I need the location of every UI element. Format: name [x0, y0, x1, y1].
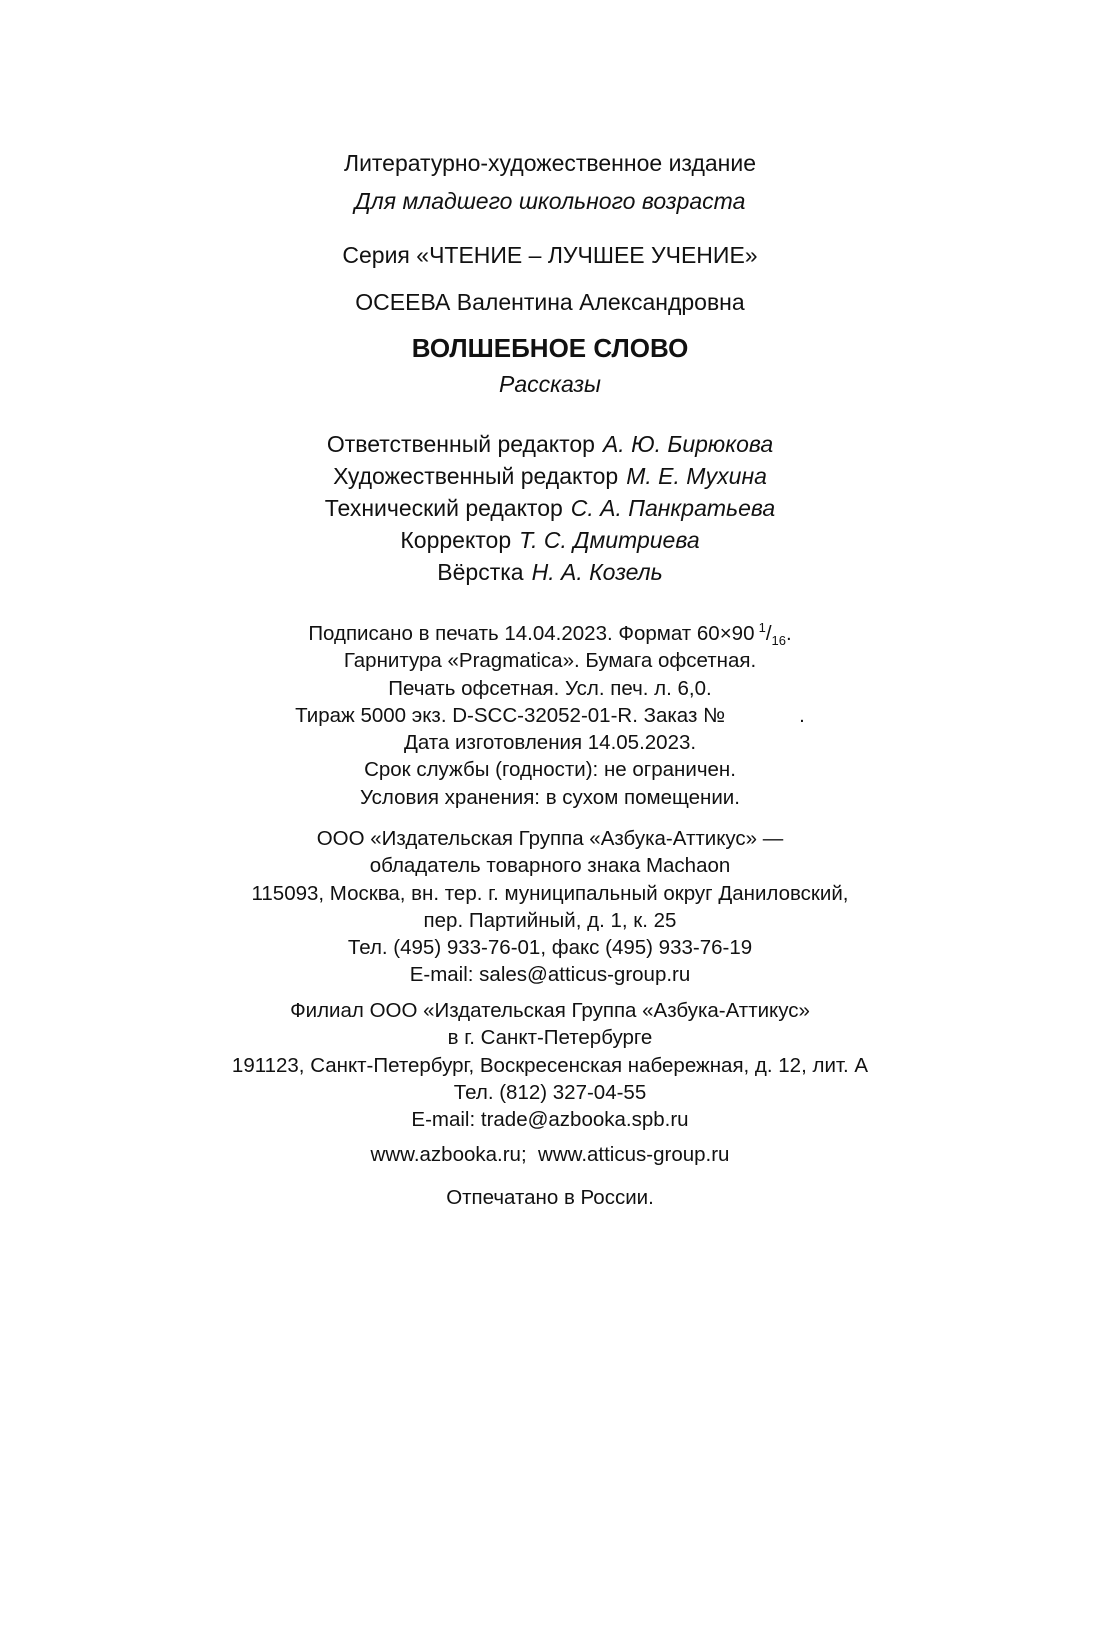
credit-person: Н. А. Козель	[531, 559, 663, 585]
signed-prefix: Подписано в печать 14.04.2023. Формат 60×90	[308, 622, 755, 645]
branch-line: в г. Санкт-Петербурге	[447, 1026, 653, 1050]
credit-line	[0, 492, 1100, 524]
publisher-email: E-mail: sales@atticus-group.ru	[409, 963, 691, 987]
branch-line: Филиал ООО «Издательская Группа «Азбука-Аттикус»	[290, 999, 810, 1022]
format-end: .	[785, 622, 792, 645]
credit-role: Художественный редактор	[333, 463, 619, 489]
book-title: ВОЛШЕБНОЕ СЛОВО	[411, 333, 689, 363]
credit-role: Технический редактор	[324, 495, 563, 521]
credits-list	[0, 428, 1100, 588]
publisher-line: пер. Партийный, д. 1, к. 25	[423, 908, 677, 932]
credit-role: Корректор	[400, 527, 512, 553]
credit-person: А. Ю. Бирюкова	[602, 431, 774, 457]
publisher-line: обладатель товарного знака Machaon	[369, 854, 731, 878]
branch-email: E-mail: trade@azbooka.spb.ru	[411, 1108, 689, 1132]
websites: www.azbooka.ru; www.atticus-group.ru	[370, 1143, 730, 1166]
age-group: Для младшего школьного возраста	[354, 188, 746, 214]
credit-line	[0, 460, 1100, 492]
publisher-line: 115093, Москва, вн. тер. г. муниципальный округ Даниловский,	[251, 881, 849, 905]
format-fraction: $^1/_{16}$	[758, 620, 786, 649]
print-info-line: Гарнитура «Pragmatica». Бумага офсетная.	[343, 649, 757, 673]
print-info-line: Печать офсетная. Усл. печ. л. 6,0.	[388, 676, 712, 700]
author-name: ОСЕЕВА Валентина Александровна	[355, 289, 745, 315]
print-info-line: Дата изготовления 14.05.2023.	[403, 731, 697, 755]
edition-header	[0, 144, 1100, 220]
credit-line	[0, 428, 1100, 460]
print-info-line: Условия хранения: в сухом помещении.	[360, 785, 740, 809]
book-genre: Рассказы	[499, 371, 601, 397]
publisher-info	[0, 825, 1100, 989]
credit-line	[0, 524, 1100, 556]
credit-person: С. А. Панкратьева	[570, 495, 776, 521]
credit-person: Т. С. Дмитриева	[519, 527, 700, 553]
publisher-line: ООО «Издательская Группа «Азбука-Аттикус» —	[316, 827, 784, 850]
signed-format-line	[0, 620, 1100, 647]
series-name: Серия «ЧТЕНИЕ – ЛУЧШЕЕ УЧЕНИЕ»	[342, 242, 758, 268]
credit-role: Вёрстка	[437, 559, 524, 585]
series-block	[0, 236, 1100, 274]
author-block	[0, 283, 1100, 321]
print-info-line: Тираж 5000 экз. D-SCC-32052-01-R. Заказ № .	[295, 703, 805, 727]
websites-block	[0, 1141, 1100, 1168]
branch-info	[0, 997, 1100, 1133]
edition-type: Литературно-художественное издание	[343, 150, 757, 176]
print-info	[0, 620, 1100, 811]
print-info-line: Срок службы (годности): не ограничен.	[364, 758, 736, 782]
credit-person: М. Е. Мухина	[626, 463, 767, 489]
branch-line: Тел. (812) 327-04-55	[453, 1080, 647, 1104]
credit-role: Ответственный редактор	[326, 431, 595, 457]
format-denominator: 16	[771, 633, 786, 649]
printed-in: Отпечатано в России.	[446, 1186, 654, 1209]
credit-line	[0, 556, 1100, 588]
printed-in-block	[0, 1184, 1100, 1211]
publisher-line: Тел. (495) 933-76-01, факс (495) 933-76-19	[347, 936, 753, 960]
format-numerator: 1	[758, 620, 766, 636]
branch-line: 191123, Санкт-Петербург, Воскресенская набережная, д. 12, лит. А	[231, 1053, 869, 1077]
title-block	[0, 329, 1100, 401]
